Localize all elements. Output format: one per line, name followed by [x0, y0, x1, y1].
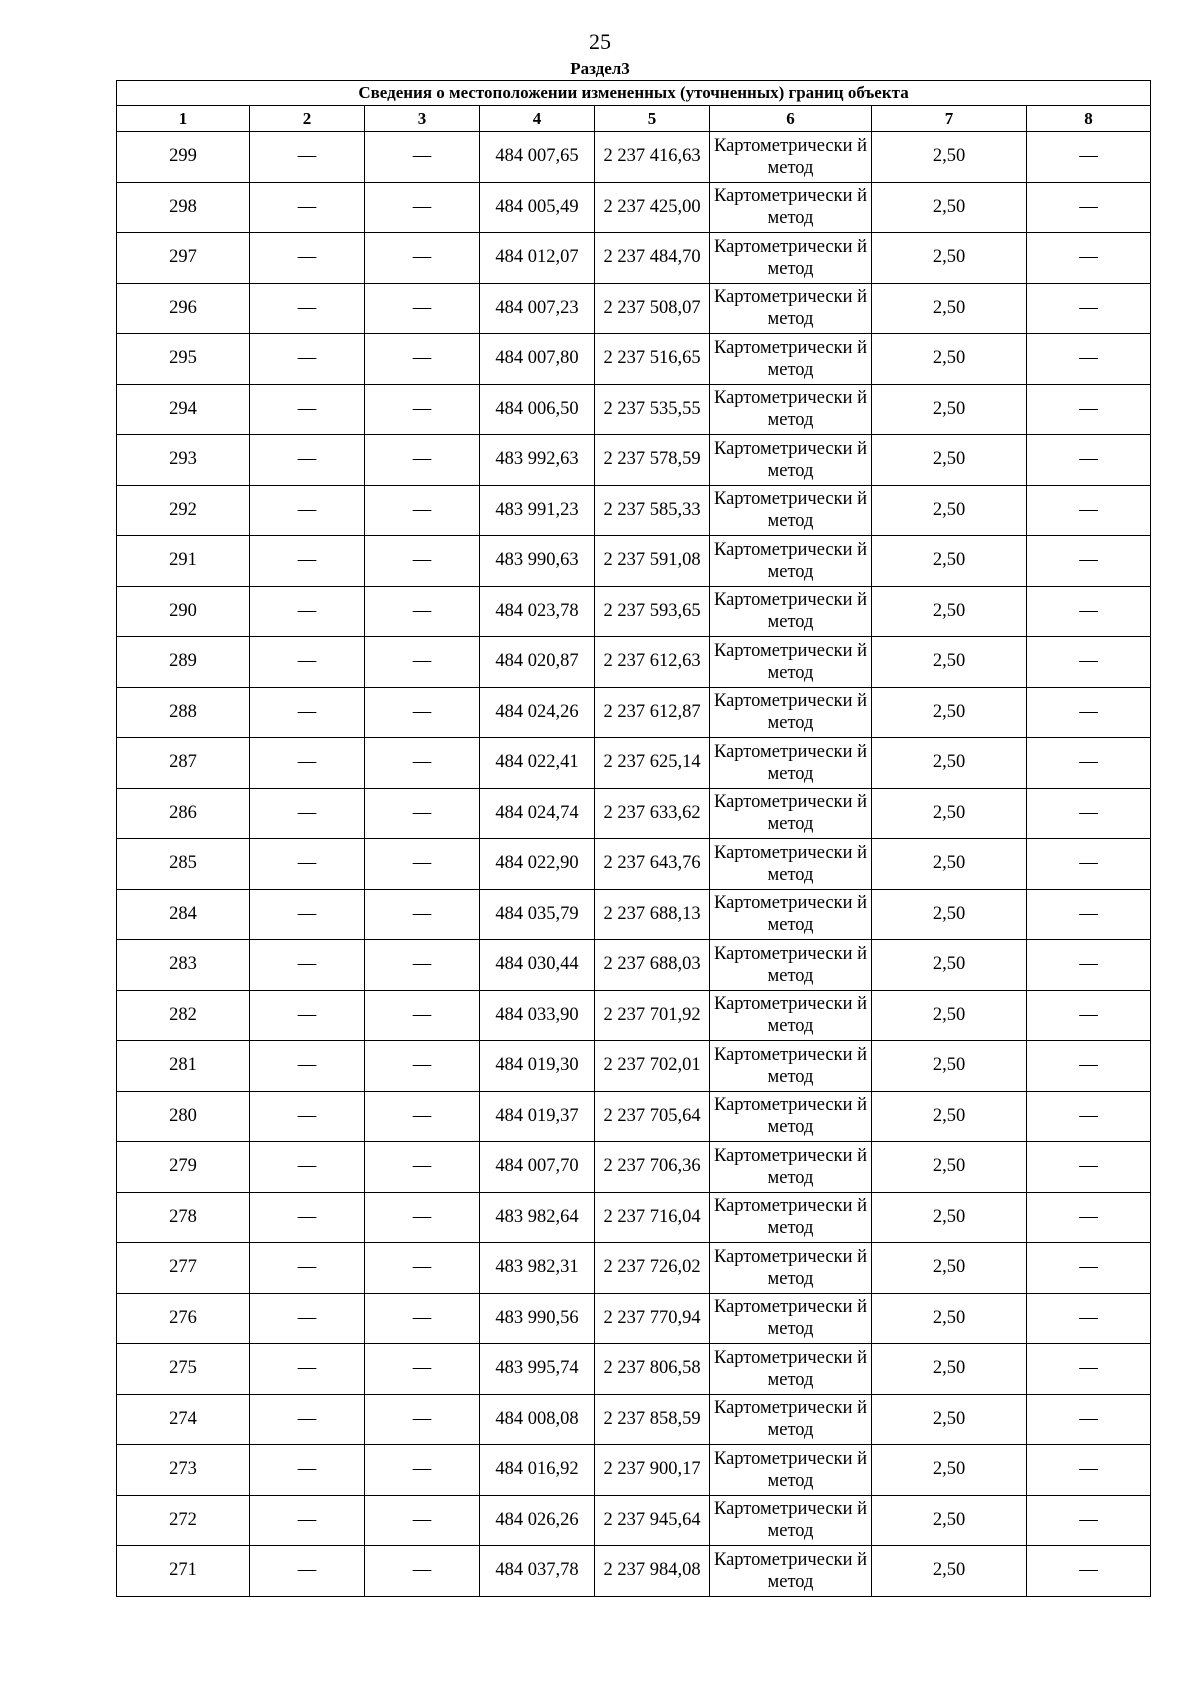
col3-cell: — [365, 1293, 480, 1344]
accuracy-cell: 2,50 [872, 1142, 1027, 1193]
col2-cell: — [250, 233, 365, 284]
col3-cell: — [365, 536, 480, 587]
table-row [117, 1445, 1151, 1496]
accuracy-cell: 2,50 [872, 788, 1027, 839]
y-coordinate-cell: 2 237 416,63 [595, 132, 710, 183]
point-number-cell: 284 [117, 889, 250, 940]
y-coordinate-cell: 2 237 858,59 [595, 1394, 710, 1445]
accuracy-cell: 2,50 [872, 132, 1027, 183]
table-row [117, 536, 1151, 587]
y-coordinate-cell: 2 237 716,04 [595, 1192, 710, 1243]
accuracy-cell: 2,50 [872, 1091, 1027, 1142]
col3-cell: — [365, 788, 480, 839]
point-number-cell: 280 [117, 1091, 250, 1142]
x-coordinate-cell: 484 024,26 [480, 687, 595, 738]
col3-cell: — [365, 233, 480, 284]
x-coordinate-cell: 483 990,63 [480, 536, 595, 587]
x-coordinate-cell: 483 982,31 [480, 1243, 595, 1294]
x-coordinate-cell: 484 024,74 [480, 788, 595, 839]
col2-cell: — [250, 1495, 365, 1546]
col2-cell: — [250, 738, 365, 789]
column-number-1: 1 [117, 106, 250, 132]
x-coordinate-cell: 484 007,65 [480, 132, 595, 183]
point-number-cell: 283 [117, 940, 250, 991]
col2-cell: — [250, 536, 365, 587]
point-number-cell: 281 [117, 1041, 250, 1092]
table-row [117, 1344, 1151, 1395]
column-number-7: 7 [872, 106, 1027, 132]
table-row [117, 182, 1151, 233]
col3-cell: — [365, 889, 480, 940]
x-coordinate-cell: 483 991,23 [480, 485, 595, 536]
method-cell: Картометрически й метод [710, 1344, 872, 1395]
point-number-cell: 279 [117, 1142, 250, 1193]
col3-cell: — [365, 132, 480, 183]
col8-cell: — [1027, 283, 1151, 334]
col8-cell: — [1027, 990, 1151, 1041]
y-coordinate-cell: 2 237 535,55 [595, 384, 710, 435]
col2-cell: — [250, 839, 365, 890]
method-cell: Картометрически й метод [710, 536, 872, 587]
accuracy-cell: 2,50 [872, 1394, 1027, 1445]
col2-cell: — [250, 182, 365, 233]
point-number-cell: 285 [117, 839, 250, 890]
x-coordinate-cell: 483 992,63 [480, 435, 595, 486]
accuracy-cell: 2,50 [872, 990, 1027, 1041]
point-number-cell: 290 [117, 586, 250, 637]
y-coordinate-cell: 2 237 425,00 [595, 182, 710, 233]
y-coordinate-cell: 2 237 900,17 [595, 1445, 710, 1496]
y-coordinate-cell: 2 237 643,76 [595, 839, 710, 890]
point-number-cell: 289 [117, 637, 250, 688]
col3-cell: — [365, 839, 480, 890]
method-cell: Картометрически й метод [710, 1394, 872, 1445]
col8-cell: — [1027, 637, 1151, 688]
point-number-cell: 295 [117, 334, 250, 385]
y-coordinate-cell: 2 237 591,08 [595, 536, 710, 587]
table-row [117, 788, 1151, 839]
col8-cell: — [1027, 1445, 1151, 1496]
accuracy-cell: 2,50 [872, 1192, 1027, 1243]
x-coordinate-cell: 484 005,49 [480, 182, 595, 233]
col3-cell: — [365, 485, 480, 536]
y-coordinate-cell: 2 237 612,63 [595, 637, 710, 688]
column-number-8: 8 [1027, 106, 1151, 132]
col8-cell: — [1027, 1142, 1151, 1193]
x-coordinate-cell: 483 982,64 [480, 1192, 595, 1243]
method-cell: Картометрически й метод [710, 132, 872, 183]
x-coordinate-cell: 484 006,50 [480, 384, 595, 435]
col8-cell: — [1027, 1243, 1151, 1294]
column-number-4: 4 [480, 106, 595, 132]
accuracy-cell: 2,50 [872, 1243, 1027, 1294]
table-row [117, 334, 1151, 385]
table-caption-row [117, 81, 1151, 106]
x-coordinate-cell: 484 022,90 [480, 839, 595, 890]
method-cell: Картометрически й метод [710, 1445, 872, 1496]
table-row [117, 738, 1151, 789]
table-row [117, 990, 1151, 1041]
col3-cell: — [365, 687, 480, 738]
y-coordinate-cell: 2 237 578,59 [595, 435, 710, 486]
method-cell: Картометрически й метод [710, 788, 872, 839]
point-number-cell: 277 [117, 1243, 250, 1294]
accuracy-cell: 2,50 [872, 1041, 1027, 1092]
method-cell: Картометрически й метод [710, 1546, 872, 1597]
col2-cell: — [250, 1546, 365, 1597]
method-cell: Картометрически й метод [710, 384, 872, 435]
col8-cell: — [1027, 889, 1151, 940]
col8-cell: — [1027, 334, 1151, 385]
col3-cell: — [365, 940, 480, 991]
col2-cell: — [250, 1445, 365, 1496]
y-coordinate-cell: 2 237 726,02 [595, 1243, 710, 1294]
table-row [117, 233, 1151, 284]
accuracy-cell: 2,50 [872, 738, 1027, 789]
method-cell: Картометрически й метод [710, 1243, 872, 1294]
method-cell: Картометрически й метод [710, 990, 872, 1041]
y-coordinate-cell: 2 237 984,08 [595, 1546, 710, 1597]
method-cell: Картометрически й метод [710, 839, 872, 890]
coordinates-table [116, 80, 1151, 1597]
col8-cell: — [1027, 536, 1151, 587]
y-coordinate-cell: 2 237 701,92 [595, 990, 710, 1041]
accuracy-cell: 2,50 [872, 839, 1027, 890]
point-number-cell: 298 [117, 182, 250, 233]
col8-cell: — [1027, 485, 1151, 536]
point-number-cell: 293 [117, 435, 250, 486]
accuracy-cell: 2,50 [872, 1495, 1027, 1546]
table-row [117, 485, 1151, 536]
x-coordinate-cell: 483 990,56 [480, 1293, 595, 1344]
method-cell: Картометрически й метод [710, 940, 872, 991]
point-number-cell: 287 [117, 738, 250, 789]
table-row [117, 1041, 1151, 1092]
col3-cell: — [365, 1394, 480, 1445]
col3-cell: — [365, 1546, 480, 1597]
col3-cell: — [365, 435, 480, 486]
col8-cell: — [1027, 1495, 1151, 1546]
y-coordinate-cell: 2 237 770,94 [595, 1293, 710, 1344]
table-row [117, 132, 1151, 183]
method-cell: Картометрически й метод [710, 637, 872, 688]
col3-cell: — [365, 586, 480, 637]
x-coordinate-cell: 483 995,74 [480, 1344, 595, 1395]
table-row [117, 1394, 1151, 1445]
accuracy-cell: 2,50 [872, 1445, 1027, 1496]
x-coordinate-cell: 484 016,92 [480, 1445, 595, 1496]
method-cell: Картометрически й метод [710, 334, 872, 385]
point-number-cell: 282 [117, 990, 250, 1041]
accuracy-cell: 2,50 [872, 283, 1027, 334]
point-number-cell: 288 [117, 687, 250, 738]
x-coordinate-cell: 484 033,90 [480, 990, 595, 1041]
col2-cell: — [250, 1091, 365, 1142]
point-number-cell: 294 [117, 384, 250, 435]
col2-cell: — [250, 889, 365, 940]
accuracy-cell: 2,50 [872, 586, 1027, 637]
y-coordinate-cell: 2 237 516,65 [595, 334, 710, 385]
y-coordinate-cell: 2 237 585,33 [595, 485, 710, 536]
x-coordinate-cell: 484 023,78 [480, 586, 595, 637]
col3-cell: — [365, 1142, 480, 1193]
column-number-5: 5 [595, 106, 710, 132]
x-coordinate-cell: 484 012,07 [480, 233, 595, 284]
col8-cell: — [1027, 1293, 1151, 1344]
point-number-cell: 292 [117, 485, 250, 536]
col2-cell: — [250, 788, 365, 839]
table-caption: Сведения о местоположении измененных (уточненных) границ объекта [117, 81, 1151, 106]
table-row [117, 1495, 1151, 1546]
column-number-6: 6 [710, 106, 872, 132]
col8-cell: — [1027, 1344, 1151, 1395]
y-coordinate-cell: 2 237 593,65 [595, 586, 710, 637]
col3-cell: — [365, 1192, 480, 1243]
x-coordinate-cell: 484 019,30 [480, 1041, 595, 1092]
point-number-cell: 275 [117, 1344, 250, 1395]
col2-cell: — [250, 384, 365, 435]
accuracy-cell: 2,50 [872, 687, 1027, 738]
table-row [117, 1142, 1151, 1193]
col2-cell: — [250, 283, 365, 334]
col2-cell: — [250, 586, 365, 637]
col8-cell: — [1027, 839, 1151, 890]
accuracy-cell: 2,50 [872, 889, 1027, 940]
accuracy-cell: 2,50 [872, 334, 1027, 385]
page-number: 25 [589, 29, 611, 54]
accuracy-cell: 2,50 [872, 435, 1027, 486]
col8-cell: — [1027, 1091, 1151, 1142]
col2-cell: — [250, 1142, 365, 1193]
method-cell: Картометрически й метод [710, 1142, 872, 1193]
col2-cell: — [250, 1192, 365, 1243]
col8-cell: — [1027, 940, 1151, 991]
point-number-cell: 278 [117, 1192, 250, 1243]
method-cell: Картометрически й метод [710, 1041, 872, 1092]
y-coordinate-cell: 2 237 706,36 [595, 1142, 710, 1193]
x-coordinate-cell: 484 007,80 [480, 334, 595, 385]
col2-cell: — [250, 1041, 365, 1092]
col8-cell: — [1027, 687, 1151, 738]
col8-cell: — [1027, 182, 1151, 233]
point-number-cell: 271 [117, 1546, 250, 1597]
col8-cell: — [1027, 233, 1151, 284]
method-cell: Картометрически й метод [710, 233, 872, 284]
x-coordinate-cell: 484 007,70 [480, 1142, 595, 1193]
method-cell: Картометрически й метод [710, 586, 872, 637]
table-row [117, 889, 1151, 940]
point-number-cell: 297 [117, 233, 250, 284]
col3-cell: — [365, 990, 480, 1041]
method-cell: Картометрически й метод [710, 889, 872, 940]
point-number-cell: 273 [117, 1445, 250, 1496]
table-row [117, 1546, 1151, 1597]
method-cell: Картометрически й метод [710, 283, 872, 334]
table-row [117, 1192, 1151, 1243]
y-coordinate-cell: 2 237 688,13 [595, 889, 710, 940]
x-coordinate-cell: 484 035,79 [480, 889, 595, 940]
col3-cell: — [365, 1243, 480, 1294]
y-coordinate-cell: 2 237 612,87 [595, 687, 710, 738]
accuracy-cell: 2,50 [872, 1344, 1027, 1395]
y-coordinate-cell: 2 237 688,03 [595, 940, 710, 991]
accuracy-cell: 2,50 [872, 637, 1027, 688]
table-row [117, 435, 1151, 486]
col3-cell: — [365, 182, 480, 233]
point-number-cell: 274 [117, 1394, 250, 1445]
col8-cell: — [1027, 1041, 1151, 1092]
x-coordinate-cell: 484 037,78 [480, 1546, 595, 1597]
col3-cell: — [365, 1445, 480, 1496]
col2-cell: — [250, 132, 365, 183]
method-cell: Картометрически й метод [710, 1293, 872, 1344]
table-row [117, 940, 1151, 991]
column-number-row [117, 106, 1151, 132]
col8-cell: — [1027, 1394, 1151, 1445]
accuracy-cell: 2,50 [872, 384, 1027, 435]
table-row [117, 1091, 1151, 1142]
col8-cell: — [1027, 1192, 1151, 1243]
column-number-3: 3 [365, 106, 480, 132]
col3-cell: — [365, 1344, 480, 1395]
col2-cell: — [250, 334, 365, 385]
x-coordinate-cell: 484 019,37 [480, 1091, 595, 1142]
column-number-2: 2 [250, 106, 365, 132]
col3-cell: — [365, 1495, 480, 1546]
accuracy-cell: 2,50 [872, 485, 1027, 536]
table-row [117, 1243, 1151, 1294]
col3-cell: — [365, 384, 480, 435]
accuracy-cell: 2,50 [872, 536, 1027, 587]
point-number-cell: 299 [117, 132, 250, 183]
col3-cell: — [365, 334, 480, 385]
section-title: Раздел3 [570, 59, 630, 78]
point-number-cell: 296 [117, 283, 250, 334]
col8-cell: — [1027, 586, 1151, 637]
col2-cell: — [250, 990, 365, 1041]
table-row [117, 283, 1151, 334]
table-row [117, 687, 1151, 738]
table-row [117, 384, 1151, 435]
col3-cell: — [365, 738, 480, 789]
col2-cell: — [250, 1394, 365, 1445]
col8-cell: — [1027, 435, 1151, 486]
col2-cell: — [250, 637, 365, 688]
method-cell: Картометрически й метод [710, 738, 872, 789]
col2-cell: — [250, 1293, 365, 1344]
point-number-cell: 286 [117, 788, 250, 839]
x-coordinate-cell: 484 022,41 [480, 738, 595, 789]
col8-cell: — [1027, 1546, 1151, 1597]
table-row [117, 586, 1151, 637]
point-number-cell: 276 [117, 1293, 250, 1344]
y-coordinate-cell: 2 237 508,07 [595, 283, 710, 334]
col3-cell: — [365, 637, 480, 688]
col2-cell: — [250, 1243, 365, 1294]
col3-cell: — [365, 1041, 480, 1092]
col2-cell: — [250, 940, 365, 991]
method-cell: Картометрически й метод [710, 182, 872, 233]
y-coordinate-cell: 2 237 705,64 [595, 1091, 710, 1142]
col2-cell: — [250, 1344, 365, 1395]
x-coordinate-cell: 484 026,26 [480, 1495, 595, 1546]
x-coordinate-cell: 484 020,87 [480, 637, 595, 688]
col3-cell: — [365, 283, 480, 334]
method-cell: Картометрически й метод [710, 1495, 872, 1546]
table-row [117, 839, 1151, 890]
accuracy-cell: 2,50 [872, 233, 1027, 284]
table-row [117, 637, 1151, 688]
method-cell: Картометрически й метод [710, 1192, 872, 1243]
y-coordinate-cell: 2 237 702,01 [595, 1041, 710, 1092]
y-coordinate-cell: 2 237 945,64 [595, 1495, 710, 1546]
accuracy-cell: 2,50 [872, 940, 1027, 991]
table-body [117, 132, 1151, 1597]
x-coordinate-cell: 484 007,23 [480, 283, 595, 334]
method-cell: Картометрически й метод [710, 687, 872, 738]
point-number-cell: 272 [117, 1495, 250, 1546]
col2-cell: — [250, 435, 365, 486]
y-coordinate-cell: 2 237 484,70 [595, 233, 710, 284]
col8-cell: — [1027, 738, 1151, 789]
y-coordinate-cell: 2 237 806,58 [595, 1344, 710, 1395]
accuracy-cell: 2,50 [872, 1546, 1027, 1597]
accuracy-cell: 2,50 [872, 182, 1027, 233]
col8-cell: — [1027, 384, 1151, 435]
y-coordinate-cell: 2 237 633,62 [595, 788, 710, 839]
col8-cell: — [1027, 788, 1151, 839]
col2-cell: — [250, 687, 365, 738]
col8-cell: — [1027, 132, 1151, 183]
point-number-cell: 291 [117, 536, 250, 587]
accuracy-cell: 2,50 [872, 1293, 1027, 1344]
table-row [117, 1293, 1151, 1344]
x-coordinate-cell: 484 008,08 [480, 1394, 595, 1445]
method-cell: Картометрически й метод [710, 485, 872, 536]
col2-cell: — [250, 485, 365, 536]
y-coordinate-cell: 2 237 625,14 [595, 738, 710, 789]
method-cell: Картометрически й метод [710, 435, 872, 486]
x-coordinate-cell: 484 030,44 [480, 940, 595, 991]
col3-cell: — [365, 1091, 480, 1142]
method-cell: Картометрически й метод [710, 1091, 872, 1142]
